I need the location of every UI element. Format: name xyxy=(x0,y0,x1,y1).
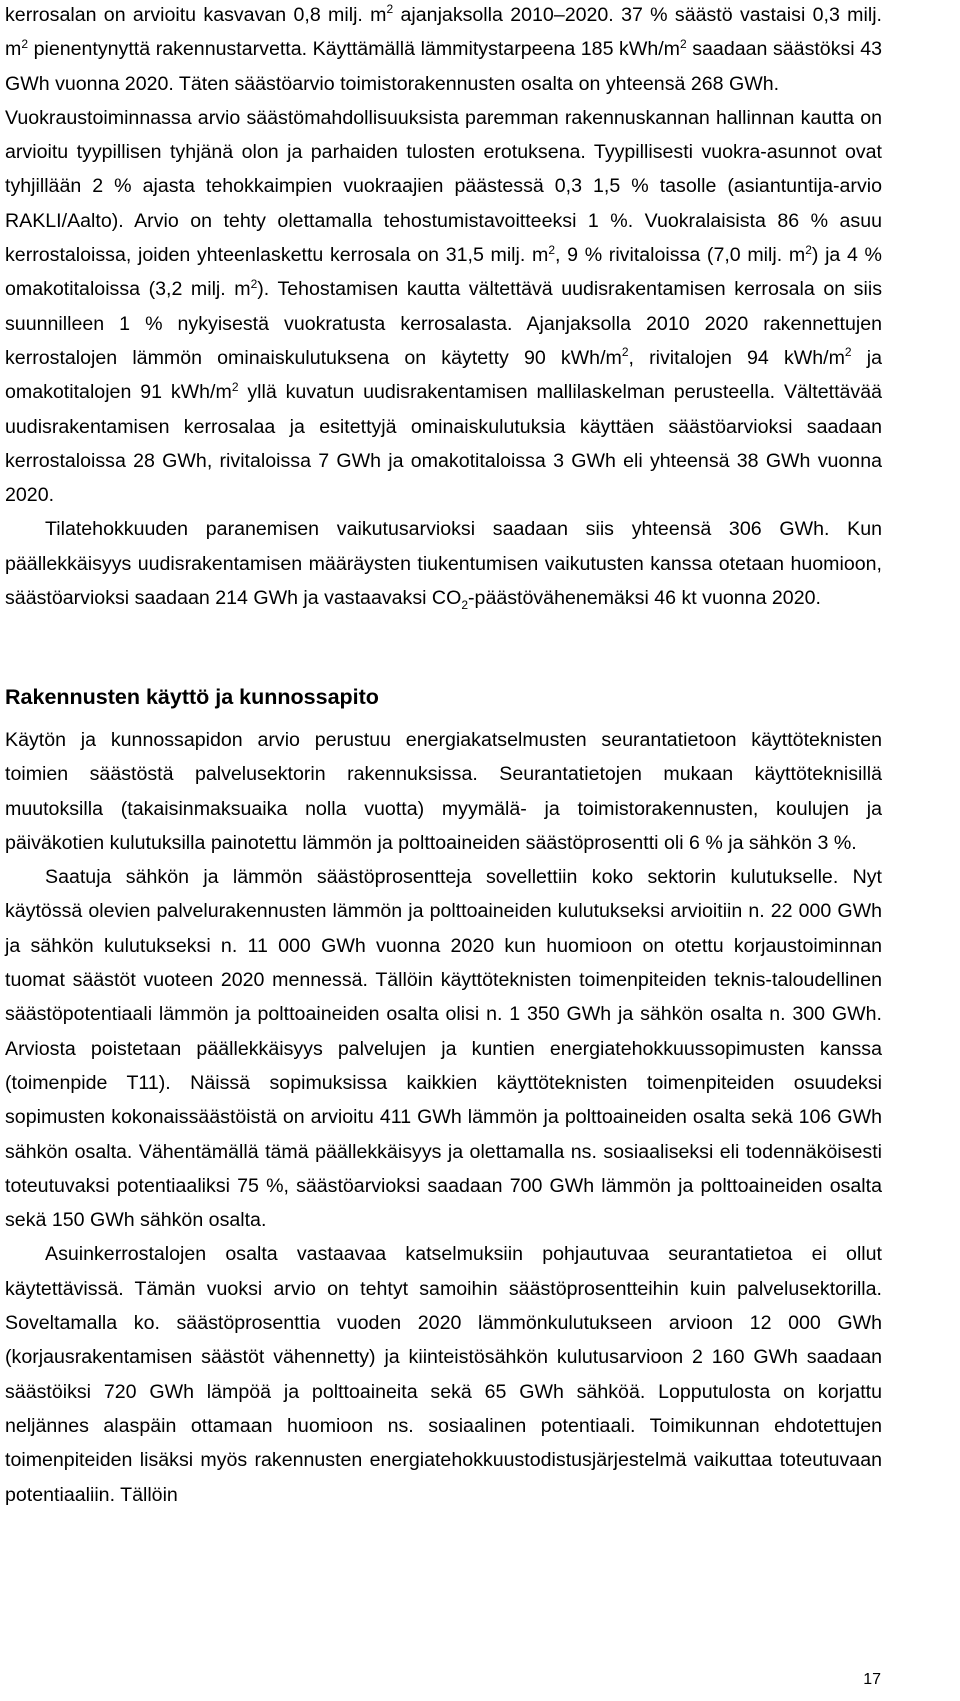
paragraph-office-buildings: kerrosalan on arvioitu kasvavan 0,8 milj. $m^2$ ajanjaksolla 2010–2020. 37 % säästö vastaisi 0,3 milj. $m^2$ pienentynyttä rakennustarvetta. Käyttämällä lämmitystarpeena 185 kWh/$m^2$ saadaan säästöksi 43 GWh vuonna 2020. Täten säästöarvio toimistorakennusten osalta on yhteensä 268 GWh. xyxy=(5,2,883,95)
paragraph-rental-operations: Vuokraustoiminnassa arvio säästömahdollisuuksista paremman rakennuskannan hallinnan kautta on arvioitu tyypillisen tyhjänä olon ja parhaiden tulosten erotuksena. Tyypillisesti vuokra-asunnot ovat tyhjillään 2 % ajasta tehokkaimpien vuokraajien päästessä 0,3 1,5 % tasolle (asiantuntija-arvio RAKLI/Aalto). Arvio on tehty olettamalla tehostumistavoitteeksi 1 %. Vuokralaisista 86 % asuu kerrostaloissa, joiden yhteenlaskettu kerrosala on 31,5 milj. $m^2$, 9 % rivitaloissa (7,0 milj. $m^2$) ja 4 % omakotitaloissa (3,2 milj. $m^2$). Tehostamisen kautta vältettävä uudisrakentamisen kerrosala on siis suunnilleen 1 % nykyisestä vuokratusta kerrosalasta. Ajanjaksolla 2010 2020 rakennettujen kerrostalojen lämmön ominaiskulutuksena on käytetty 90 kWh/$m^2$, rivitalojen 94 kWh/$m^2$ ja omakotitalojen 91 kWh/$m^2$ yllä kuvatun uudisrakentamisen mallilaskelman perusteella. Vältettävää uudisrakentamisen kerrosalaa ja esitettyjä ominaiskulutuksia käyttäen säästöarvioksi saadaan kerrostaloissa 28 GWh, rivitaloissa 7 GWh ja omakotitaloissa 3 GWh eli yhteensä 38 GWh vuonna 2020. xyxy=(5,106,882,507)
paragraph-service-sector-savings: Saatuja sähkön ja lämmön säästöprosentteja sovellettiin koko sektorin kulutukselle. Nyt käytössä olevien palvelurakennusten lämmön ja polttoaineiden kulutukseksi arvioitiin n. 22 000 GWh ja sähkön kulutukseksi n. 11 000 GWh vuonna 2020 kun huomioon on otettu korjaustoiminnan tuomat säästöt vuoteen 2020 mennessä. Tällöin käyttöteknisten toimenpiteiden teknis-taloudellinen säästöpotentiaali lämmön ja polttoaineiden osalta olisi n. 1 350 GWh ja sähkön osalta n. 300 GWh. Arviosta poistetaan päällekkäisyys palvelujen ja kuntien energiatehokkuussopimusten kanssa (toimenpide T11). Näissä sopimuksissa kaikkien käyttöteknisten toimenpiteiden osuudeksi sopimusten kokonaissäästöistä on arvioitu 411 GWh lämmön ja polttoaineiden osalta sekä 106 GWh sähkön osalta. Vähentämällä tämä päällekkäisyys ja olettamalla ns. sosiaaliseksi eli todennäköisesti toteutuvaksi potentiaaliksi 75 %, säästöarvioksi saadaan 700 GWh lämmön ja polttoaineiden osalta sekä 150 GWh sähkön osalta. xyxy=(5,866,882,1232)
page-number: 17 xyxy=(863,1671,881,1688)
section-heading: Rakennusten käyttö ja kunnossapito xyxy=(5,685,379,709)
paragraph-apartment-buildings: Asuinkerrostalojen osalta vastaavaa katselmuksiin pohjautuvaa seurantatietoa ei ollut käytettävissä. Tämän vuoksi arvio on tehtyt samoihin säästöprosentteihin kuin palvelusektorilla. Soveltamalla ko. säästöprosenttia vuoden 2020 lämmönkulutukseen arvioon 12 000 GWh (korjausrakentamisen säästöt vähennetty) ja kiinteistösähkön kulutusarvioon 2 160 GWh saadaan säästöiksi 720 GWh lämpöä ja polttoaineita sekä 65 GWh sähköä. Lopputulosta on korjattu neljännes alaspäin ottamaan huomioon ns. sosiaalinen potentiaali. Toimikunnan ehdotettujen toimenpiteiden lisäksi myös rakennusten energiatehokkuustodistusjärjestelmä vaikuttaa toteutuvaan potentiaaliin. Tällöin xyxy=(5,1243,882,1506)
paragraph-space-efficiency-summary: Tilatehokkuuden paranemisen vaikutusarvioksi saadaan siis yhteensä 306 GWh. Kun päällekkäisyys uudisrakentamisen määräysten tiukentumisen vaikutusten kanssa otetaan huomioon, säästöarvioksi saadaan 214 GWh ja vastaavaksi $CO_2$-päästövähenemäksi 46 kt vuonna 2020. xyxy=(5,518,882,612)
section-building-use-maintenance xyxy=(5,683,882,1512)
text-section-continued xyxy=(5,0,882,615)
paragraph-audit-basis: Käytön ja kunnossapidon arvio perustuu energiakatselmusten seurantatietoon käyttöteknisten toimien säästöstä palvelusektorin rakennuksissa. Seurantatietojen mukaan käyttöteknisillä muutoksilla (takaisinmaksuaika nolla vuotta) myymälä- ja toimistorakennusten, koulujen ja päiväkotien kulutuksilla painotettu lämmön ja polttoaineiden säästöprosentti oli 6 % ja sähkön 3 %. xyxy=(5,729,882,854)
